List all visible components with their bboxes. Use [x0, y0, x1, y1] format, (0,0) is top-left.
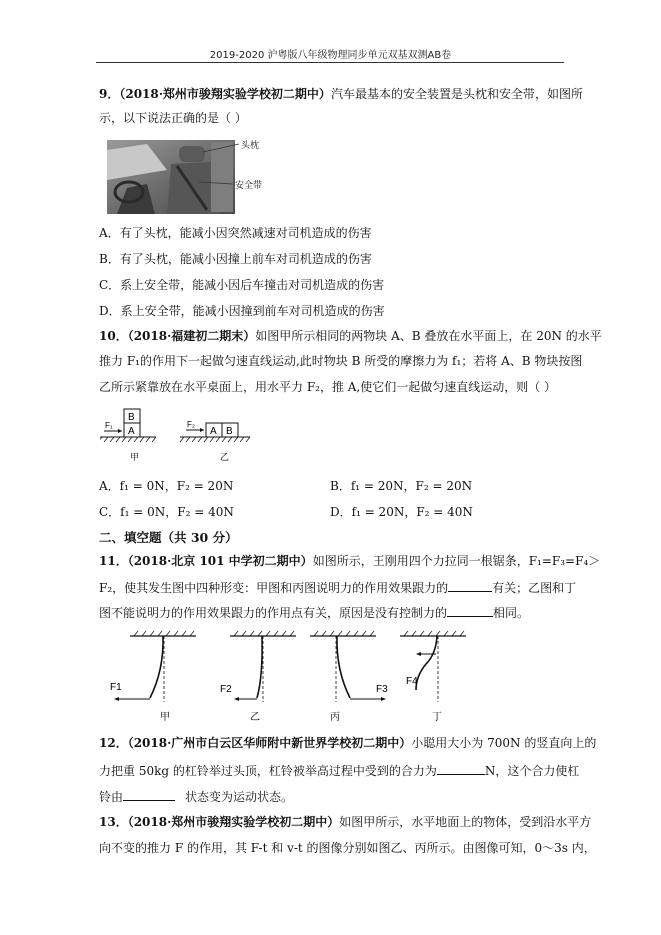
q11-text-2a: F₂，使其发生图中四种形变：甲图和丙图说明力的作用效果跟力的	[99, 581, 449, 595]
block-a-jia-label: A	[128, 426, 135, 437]
q13-source: （2018·郑州市骏翔实验学校初二期中）	[127, 815, 340, 829]
panel-jia	[110, 631, 196, 723]
blocks-diagram	[100, 408, 270, 466]
q11-saw-figure	[100, 630, 480, 726]
q12-blank-2[interactable]	[123, 788, 175, 801]
q10-line-3: 乙所示紧靠放在水平桌面上，用水平力 F₂，推 A,使它们一起做匀速直线运动，则（ ）	[99, 380, 557, 394]
ground-hatch-yi	[180, 437, 250, 442]
header-divider	[96, 62, 564, 63]
q11-line-1	[99, 553, 600, 569]
headrest	[179, 146, 205, 162]
q11-line-2	[99, 579, 576, 596]
q9-option-b: B．有了头枕，能减小因撞上前车对司机造成的伤害	[99, 252, 372, 266]
q13-line-1	[99, 814, 591, 830]
q12-text-3a: 铃由	[99, 790, 124, 804]
saw-blade-yi	[257, 636, 262, 698]
q11-text-1: 如图所示，王刚用四个力拉同一根锯条，F₁=F₃=F₄＞	[312, 554, 601, 568]
q9-line-1	[99, 86, 583, 102]
caption-jia: 甲	[130, 452, 140, 462]
caption-saw-yi: 乙	[250, 712, 260, 723]
car-interior-photo	[107, 140, 297, 214]
q11-text-3a: 图不能说明力的作用效果跟力的作用点有关，原因是没有控制力的	[99, 606, 448, 620]
block-b-jia-label: B	[128, 412, 135, 423]
force-arrowhead-f1	[118, 429, 122, 433]
q10-line-1	[99, 328, 602, 344]
caption-yi: 乙	[220, 452, 230, 462]
force-arrowhead-f2	[200, 428, 204, 432]
q10-option-b: B．f₁ = 20N，F₂ = 20N	[330, 479, 473, 493]
q12-source: （2018·广州市白云区华师附中新世界学校初二期中）	[127, 736, 412, 750]
panel-yi	[220, 631, 296, 723]
q12-line-1	[99, 735, 596, 751]
door-panel	[211, 142, 233, 212]
q12-line-2	[99, 762, 579, 779]
caption-saw-ding: 丁	[432, 712, 442, 723]
q12-number: 12．	[99, 736, 128, 750]
q11-text-2b: 有关；乙图和丁	[492, 581, 577, 595]
force-label-f2: F₂	[187, 420, 195, 429]
q11-blank-1[interactable]	[448, 579, 492, 592]
section-2-title: 二、填空题（共 30 分）	[99, 530, 238, 545]
q9-car-figure	[107, 140, 297, 214]
q11-line-3	[99, 604, 529, 621]
q10-option-c: C．f₁ = 0N，F₂ = 40N	[99, 505, 234, 519]
q12-text-2b: N，这个合力使杠	[484, 764, 580, 778]
panel-ding	[400, 631, 466, 723]
block-a-yi-label: A	[210, 426, 217, 437]
force-label-f1: F₁	[105, 421, 113, 430]
q11-number: 11．	[99, 554, 128, 568]
q11-blank-2[interactable]	[447, 604, 493, 617]
q13-number: 13．	[99, 815, 128, 829]
panel-bing	[310, 631, 388, 723]
q13-text-1: 如图甲所示，水平地面上的物体，受到沿水平方	[339, 815, 592, 829]
q12-text-2a: 力把重 50kg 的杠铃举过头顶，杠铃被举高过程中受到的合力为	[99, 764, 437, 778]
saw-blade-diagram	[100, 630, 480, 726]
force-label-f3-saw: F3	[376, 684, 388, 695]
block-b-yi-label: B	[226, 426, 233, 437]
q9-number: 9．	[99, 87, 120, 101]
saw-blade-jia	[150, 636, 163, 698]
q9-option-c: C．系上安全带，能减小因后车撞击对司机造成的伤害	[99, 278, 385, 292]
q11-text-3b: 相同。	[493, 606, 530, 620]
q12-text-3b: 状态变为运动状态。	[185, 790, 294, 804]
q9-option-a: A．有了头枕，能减小因突然减速对司机造成的伤害	[99, 226, 372, 240]
q10-text-1: 如图甲所示相同的两物块 A、B 叠放在水平面上，在 20N 的水平	[255, 329, 602, 343]
saw-blade-bing	[337, 636, 350, 698]
q10-blocks-figure	[100, 408, 270, 466]
page-header: 2019-2020 沪粤版八年级物理同步单元双基双测AB卷	[209, 50, 452, 61]
q10-option-d: D．f₁ = 20N，F₂ = 40N	[330, 505, 473, 519]
q9-line-2: 示，以下说法正确的是（ ）	[99, 111, 247, 125]
q13-line-2: 向不变的推力 F 的作用，其 F-t 和 v-t 的图像分别如图乙、丙所示。由图像可知，0～3s 内，	[99, 841, 596, 855]
q11-source: （2018·北京 101 中学初二期中）	[127, 554, 313, 568]
q10-option-a: A．f₁ = 0N，F₂ = 20N	[99, 479, 234, 493]
q10-number: 10．	[99, 329, 128, 343]
label-seatbelt: 安全带	[235, 180, 263, 190]
q10-source: （2018·福建初二期末）	[127, 329, 256, 343]
q10-line-2: 推力 F₁的作用下一起做匀速直线运动,此时物块 B 所受的摩擦力为 f₁；若将 A、B 物块按图	[99, 354, 583, 368]
q9-text-1: 汽车最基本的安全装置是头枕和安全带，如图所	[330, 87, 583, 101]
force-label-f2-saw: F2	[220, 684, 232, 695]
q9-option-d: D．系上安全带，能减小因撞到前车对司机造成的伤害	[99, 304, 385, 318]
caption-saw-bing: 丙	[330, 712, 340, 723]
label-headrest: 头枕	[241, 140, 260, 150]
q12-line-3	[99, 788, 293, 805]
ground-hatch-jia	[100, 437, 156, 442]
q12-text-1: 小聪用大小为 700N 的竖直向上的	[411, 736, 597, 750]
caption-saw-jia: 甲	[160, 712, 170, 723]
saw-blade-ding	[416, 636, 437, 690]
q9-source: （2018·郑州市骏翔实验学校初二期中）	[119, 87, 331, 101]
force-label-f1-saw: F1	[110, 682, 122, 693]
force-label-f4-saw: F4	[406, 676, 418, 687]
q12-blank-1[interactable]	[437, 762, 485, 775]
